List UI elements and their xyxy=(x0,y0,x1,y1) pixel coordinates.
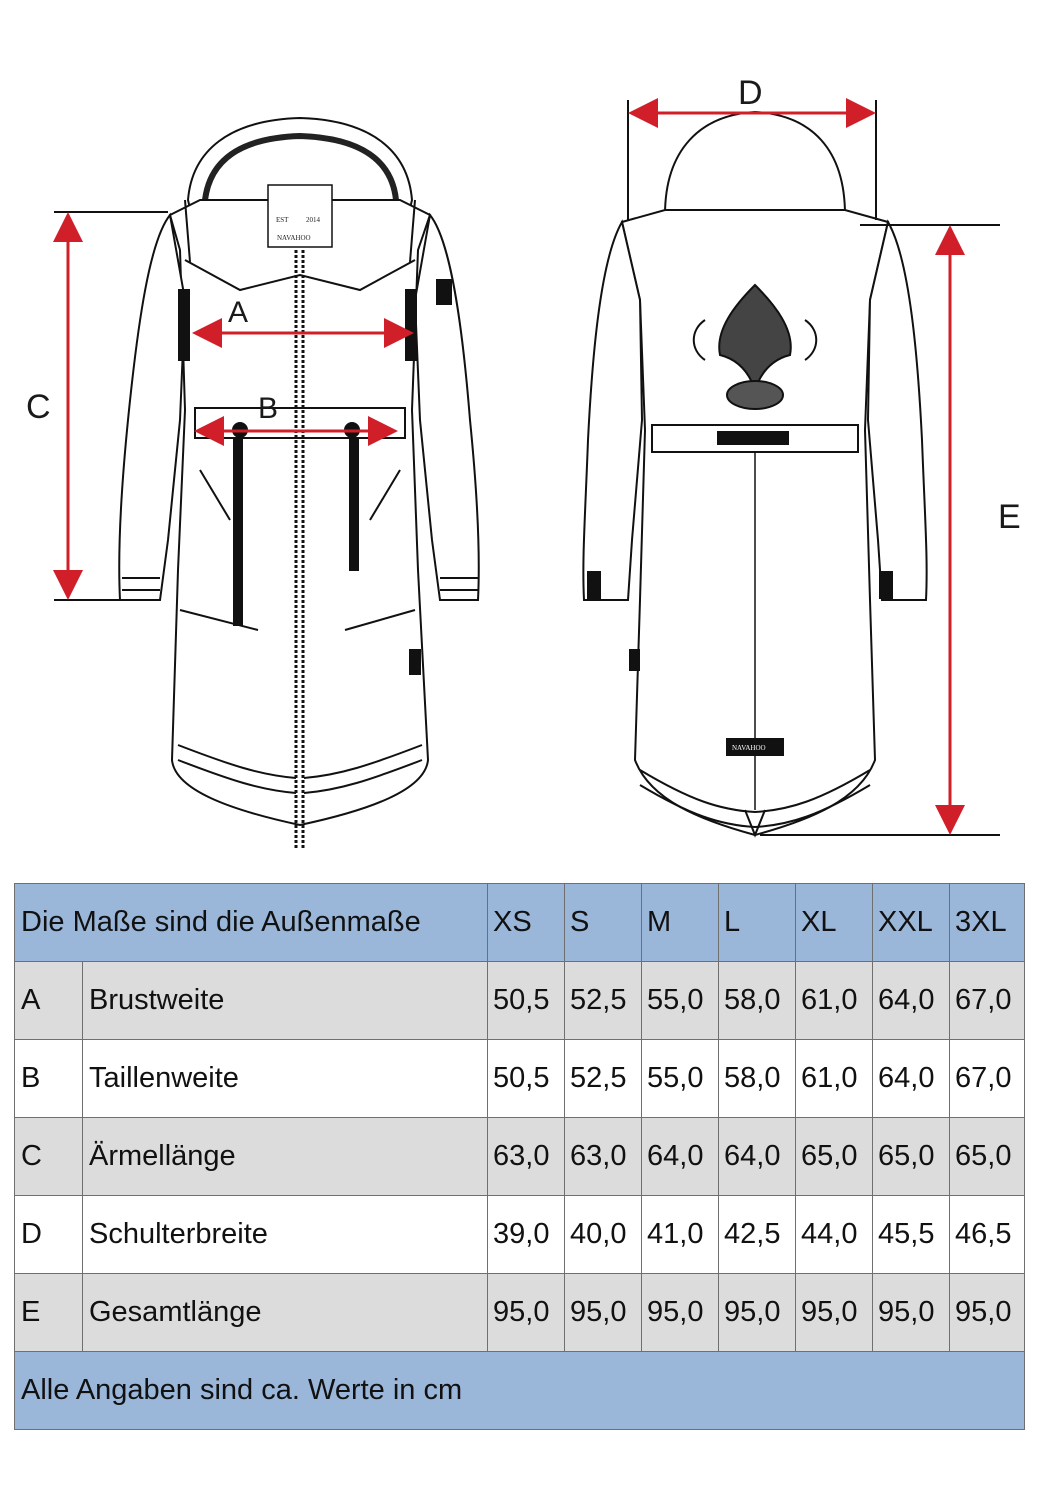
table-row xyxy=(15,1040,1025,1118)
measurement-value: 64,0 xyxy=(873,962,950,1040)
table-row xyxy=(15,962,1025,1040)
table-header-row xyxy=(15,884,1025,962)
table-row xyxy=(15,1196,1025,1274)
front-brand-tag xyxy=(268,185,332,247)
measurement-value: 95,0 xyxy=(488,1274,565,1352)
back-brand-tag xyxy=(726,738,784,756)
front-est-text: EST xyxy=(276,216,289,224)
dimension-a-label: A xyxy=(228,296,249,329)
dimension-d-label: D xyxy=(738,74,763,112)
measurement-value: 41,0 xyxy=(642,1196,719,1274)
table-footer-row xyxy=(15,1352,1025,1430)
size-header-3xl: 3XL xyxy=(950,884,1025,962)
measurement-value: 65,0 xyxy=(950,1118,1025,1196)
measurement-value: 64,0 xyxy=(642,1118,719,1196)
measurement-value: 67,0 xyxy=(950,1040,1025,1118)
front-year-text: 2014 xyxy=(306,216,320,224)
measurement-value: 95,0 xyxy=(796,1274,873,1352)
measurement-value: 44,0 xyxy=(796,1196,873,1274)
measurement-value: 61,0 xyxy=(796,1040,873,1118)
measurement-label: Gesamtlänge xyxy=(83,1274,488,1352)
measurement-value: 95,0 xyxy=(950,1274,1025,1352)
measurement-code: A xyxy=(15,962,83,1040)
measurement-value: 52,5 xyxy=(565,962,642,1040)
size-header-xs: XS xyxy=(488,884,565,962)
measurement-value: 65,0 xyxy=(796,1118,873,1196)
size-header-s: S xyxy=(565,884,642,962)
measurement-value: 55,0 xyxy=(642,1040,719,1118)
measurement-label: Ärmellänge xyxy=(83,1118,488,1196)
measurement-code: E xyxy=(15,1274,83,1352)
measurement-code: C xyxy=(15,1118,83,1196)
measurement-value: 45,5 xyxy=(873,1196,950,1274)
dimension-b-label: B xyxy=(258,392,279,425)
measurement-value: 55,0 xyxy=(642,962,719,1040)
table-header-title: Die Maße sind die Außenmaße xyxy=(15,884,488,962)
measurement-code: B xyxy=(15,1040,83,1118)
measurement-value: 39,0 xyxy=(488,1196,565,1274)
measurement-value: 95,0 xyxy=(565,1274,642,1352)
size-header-xl: XL xyxy=(796,884,873,962)
measurement-value: 42,5 xyxy=(719,1196,796,1274)
size-header-l: L xyxy=(719,884,796,962)
back-tag-text: NAVAHOO xyxy=(732,744,766,752)
size-header-m: M xyxy=(642,884,719,962)
measurement-value: 46,5 xyxy=(950,1196,1025,1274)
measurement-value: 52,5 xyxy=(565,1040,642,1118)
footer-note: Alle Angaben sind ca. Werte in cm xyxy=(15,1352,1025,1430)
measurement-value: 65,0 xyxy=(873,1118,950,1196)
size-table-body xyxy=(15,884,1025,1430)
measurement-label: Brustweite xyxy=(83,962,488,1040)
measurement-value: 64,0 xyxy=(873,1040,950,1118)
measurement-value: 50,5 xyxy=(488,1040,565,1118)
measurement-value: 95,0 xyxy=(642,1274,719,1352)
measurement-value: 95,0 xyxy=(719,1274,796,1352)
measurement-value: 40,0 xyxy=(565,1196,642,1274)
measurement-value: 50,5 xyxy=(488,962,565,1040)
measurement-label: Schulterbreite xyxy=(83,1196,488,1274)
measurement-value: 63,0 xyxy=(565,1118,642,1196)
measurement-value: 64,0 xyxy=(719,1118,796,1196)
dimension-c-label: C xyxy=(26,388,51,426)
size-header-xxl: XXL xyxy=(873,884,950,962)
measurement-code: D xyxy=(15,1196,83,1274)
dimension-e-label: E xyxy=(998,498,1021,536)
table-row xyxy=(15,1274,1025,1352)
size-chart-table xyxy=(14,883,1025,1430)
measurement-value: 61,0 xyxy=(796,962,873,1040)
front-brand-text: NAVAHOO xyxy=(277,234,311,242)
measurement-value: 67,0 xyxy=(950,962,1025,1040)
measurement-value: 63,0 xyxy=(488,1118,565,1196)
table-row xyxy=(15,1118,1025,1196)
measurement-value: 58,0 xyxy=(719,962,796,1040)
measurement-value: 58,0 xyxy=(719,1040,796,1118)
measurement-value: 95,0 xyxy=(873,1274,950,1352)
measurement-label: Taillenweite xyxy=(83,1040,488,1118)
back-coat-illustration xyxy=(583,112,926,835)
